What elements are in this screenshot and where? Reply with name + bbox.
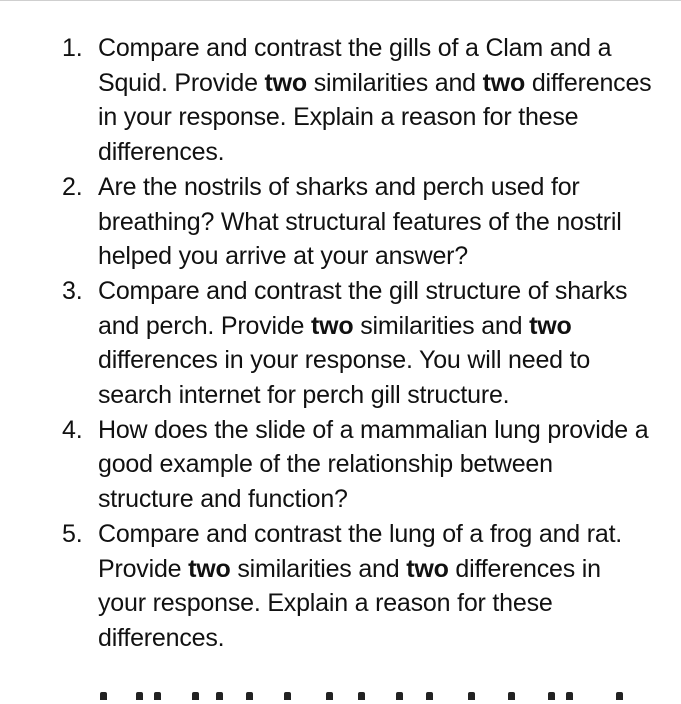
question-number: 1. xyxy=(62,34,83,62)
question-number: 5. xyxy=(62,519,83,548)
bold-emphasis: two xyxy=(264,68,307,97)
question-item-4 xyxy=(0,413,681,517)
question-item-3 xyxy=(0,274,681,413)
text-segment: similarities and xyxy=(353,311,530,340)
question-item-2 xyxy=(0,170,681,274)
question-text xyxy=(98,173,622,270)
question-text xyxy=(98,277,627,409)
text-segment: Compare and contrast the gill structure of sharks and perch. Provide xyxy=(98,276,628,340)
bold-emphasis: two xyxy=(529,311,572,340)
question-text xyxy=(98,34,651,166)
text-segment: Are the nostrils of sharks and perch used for breathing? What structural features of the nostril helped you arrive at your answer? xyxy=(98,172,622,271)
question-text xyxy=(98,520,622,652)
bold-emphasis: two xyxy=(188,554,231,583)
question-item-1 xyxy=(0,31,681,170)
text-segment: differences in your response. Explain a reason for these differences. xyxy=(98,554,601,652)
cropped-next-line xyxy=(96,690,656,704)
text-segment: Compare and contrast the lung of a frog and rat. Provide xyxy=(98,519,623,583)
text-segment: differences in your response. Explain a reason for these differences. xyxy=(98,68,652,167)
bold-emphasis: two xyxy=(311,311,354,340)
text-segment: similarities and xyxy=(307,68,483,97)
question-number: 3. xyxy=(62,276,83,305)
text-segment: similarities and xyxy=(230,554,407,583)
text-segment: How does the slide of a mammalian lung provide a good example of the relationship between structure and function? xyxy=(98,415,649,514)
text-segment: differences in your response. You will need to search internet for perch gill structure. xyxy=(98,346,591,410)
bold-emphasis: two xyxy=(406,554,449,583)
question-text xyxy=(98,416,648,513)
question-item-5 xyxy=(0,517,681,656)
bold-emphasis: two xyxy=(482,68,526,97)
question-list xyxy=(0,31,681,656)
text-segment: Compare and contrast the gills of a Clam and a Squid. Provide xyxy=(98,34,612,97)
question-number: 2. xyxy=(62,172,83,201)
question-number: 4. xyxy=(62,415,83,444)
top-border-line xyxy=(0,0,681,1)
